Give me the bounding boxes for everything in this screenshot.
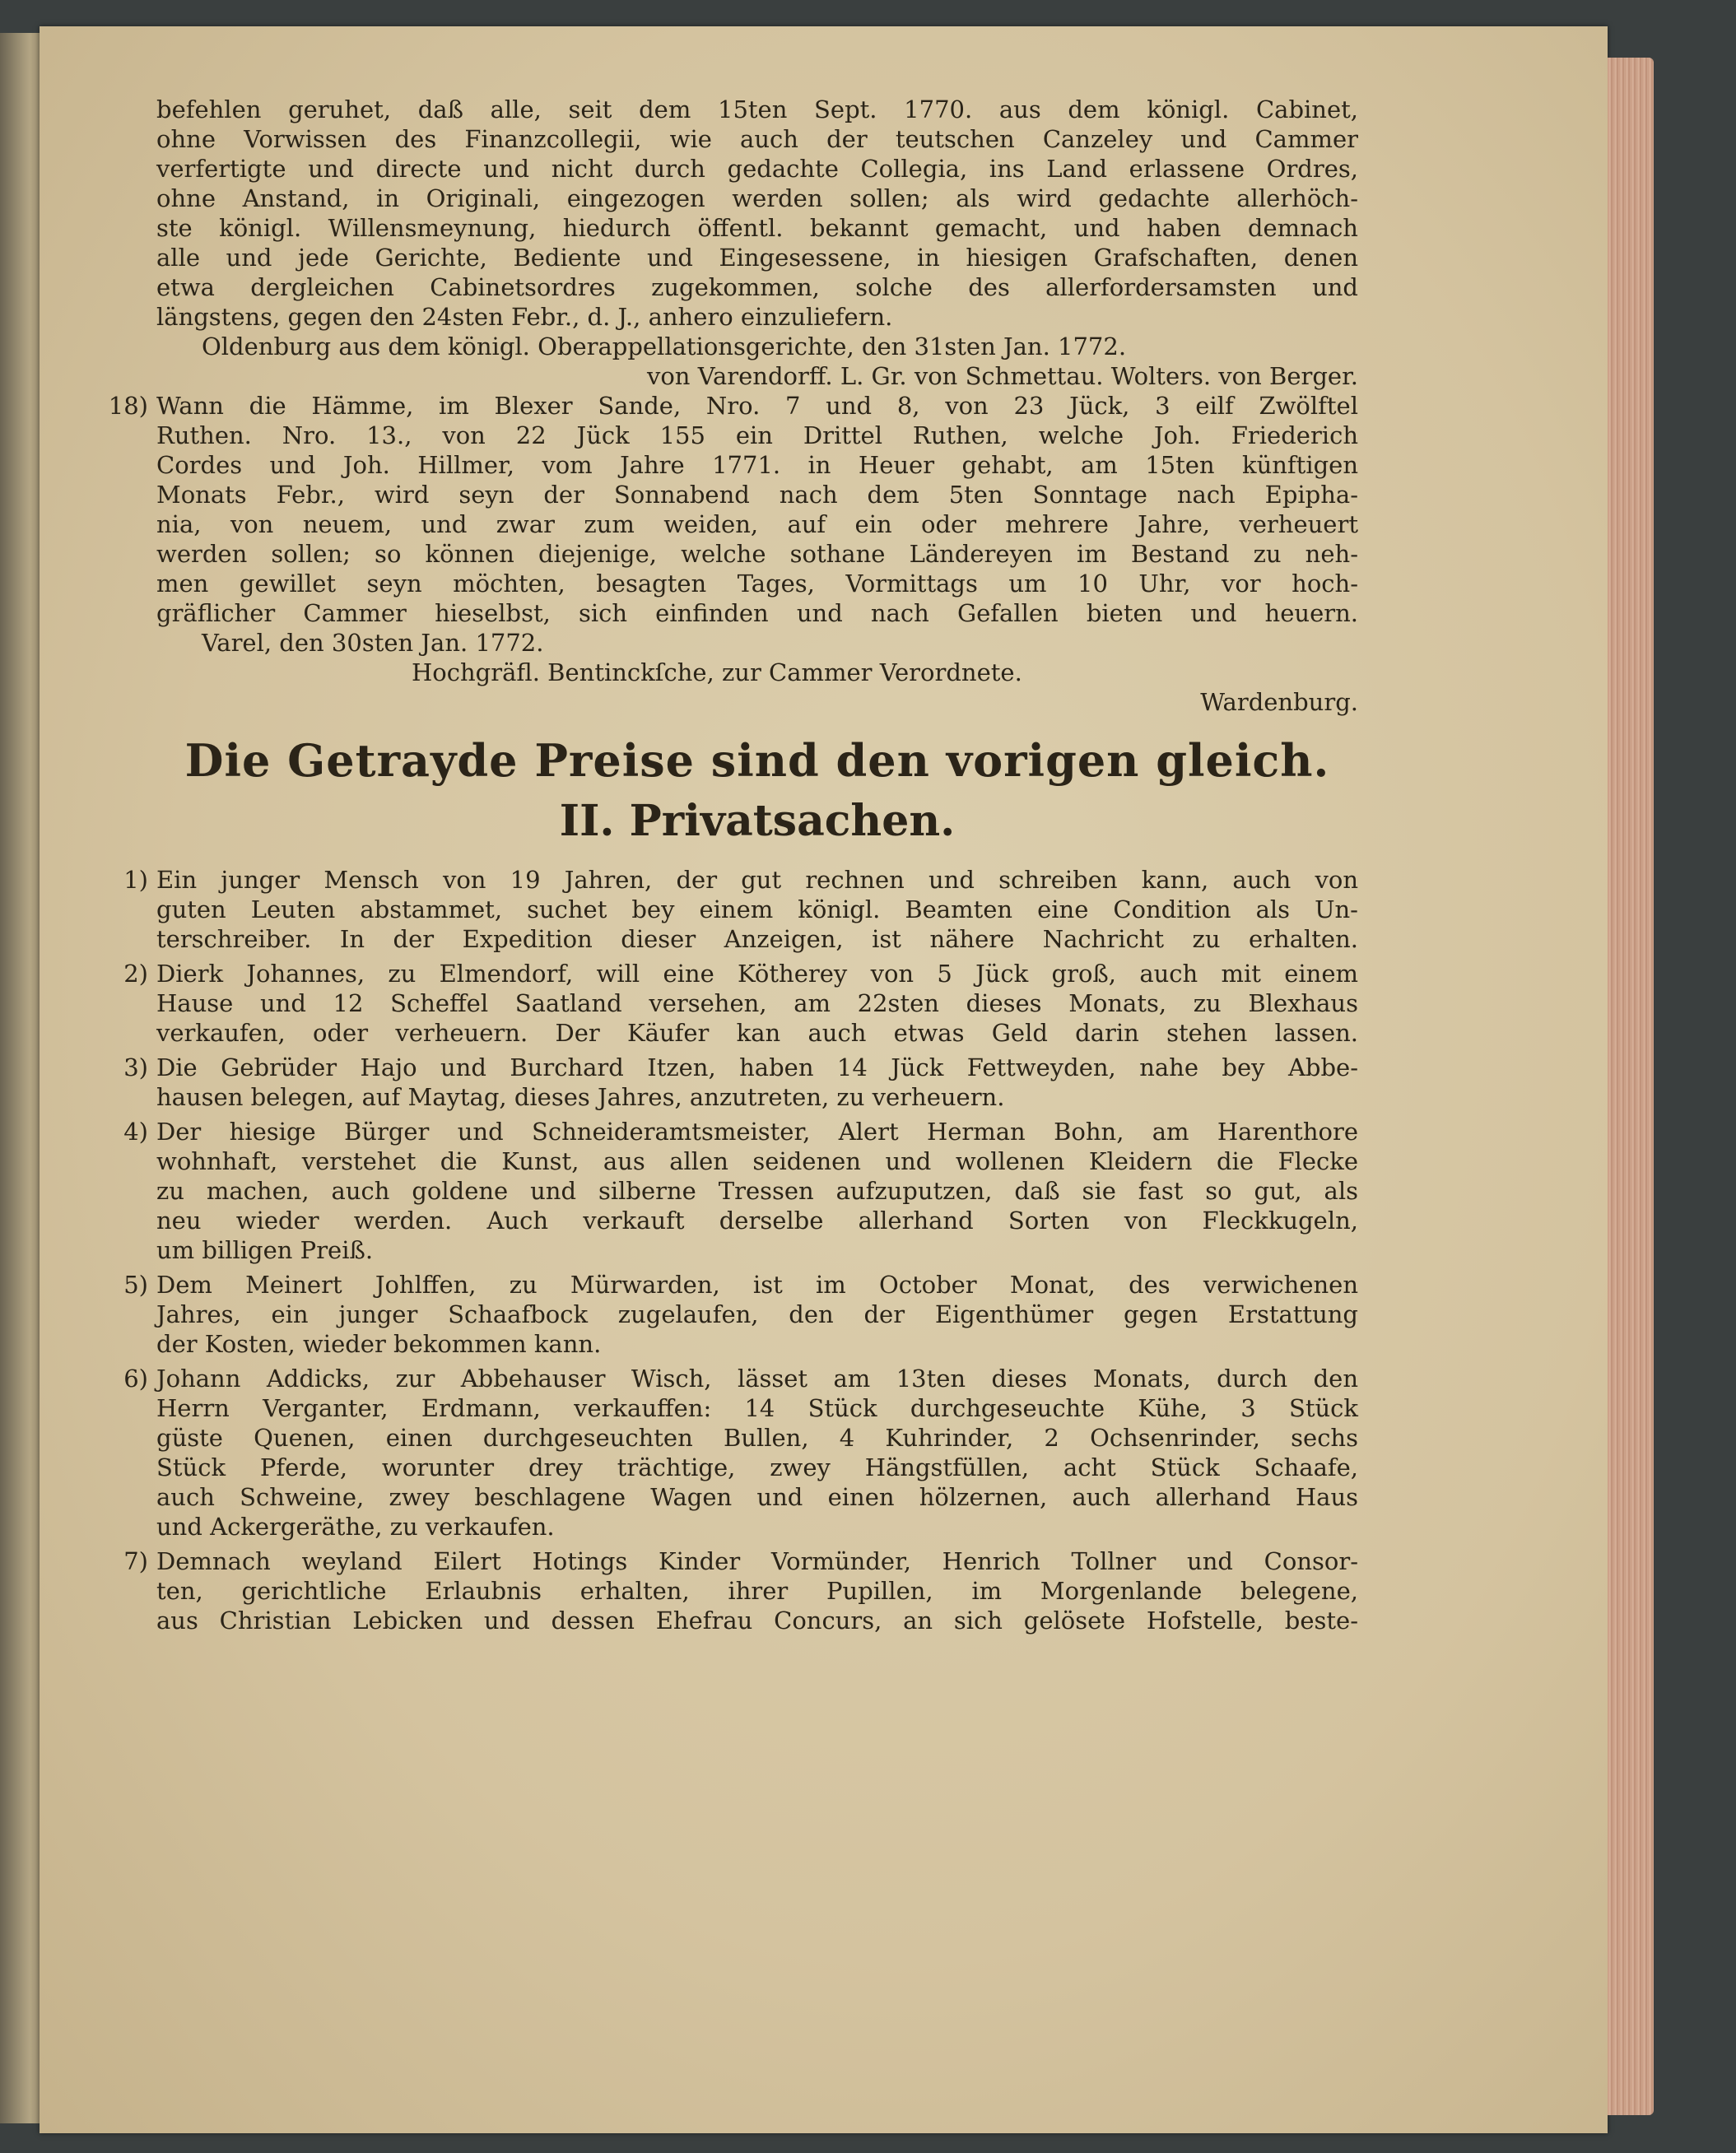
text-line: Ruthen. Nro. 13., von 22 Jück 155 ein Drittel Ruthen, welche Joh. Friederich: [156, 421, 1358, 449]
section-title: II. Privatsachen.: [559, 796, 956, 846]
item-number: 5): [123, 1271, 148, 1299]
text-line: Die Gebrüder Hajo und Burchard Itzen, haben 14 Jück Fettweyden, nahe bey Abbe-: [156, 1053, 1358, 1081]
text-line: gräflicher Cammer hieselbst, sich einfinden und nach Gefallen bieten und heuern.: [156, 599, 1358, 627]
text-line: Johann Addicks, zur Abbehauser Wisch, lässet am 13ten dieses Monats, durch den: [156, 1365, 1358, 1393]
text-line: und Ackergeräthe, zu verkaufen.: [156, 1513, 555, 1541]
text-line: auch Schweine, zwey beschlagene Wagen und einen hölzernen, auch allerhand Haus: [156, 1483, 1358, 1511]
list-item: [123, 1117, 1358, 1265]
text-line: Ein junger Mensch von 19 Jahren, der gut rechnen und schreiben kann, auch von: [156, 866, 1358, 894]
text-line: befehlen geruhet, daß alle, seit dem 15ten Sept. 1770. aus dem königl. Cabinet,: [156, 95, 1358, 123]
item-number: 2): [123, 960, 148, 988]
notice-18: [108, 391, 1358, 717]
text-line: nia, von neuem, und zwar zum weiden, auf ein oder mehrere Jahre, verheuert: [156, 510, 1358, 538]
text-line: ste königl. Willensmeynung, hiedurch öffentl. bekannt gemacht, und haben demnach: [156, 214, 1358, 242]
text-line: Wann die Hämme, im Blexer Sande, Nro. 7 und 8, von 23 Jück, 3 eilf Zwölftel: [156, 392, 1358, 420]
text-line: um billigen Preiß.: [156, 1236, 374, 1264]
text-line: Cordes und Joh. Hillmer, vom Jahre 1771. in Heuer gehabt, am 15ten künftigen: [156, 451, 1358, 479]
text-line: Stück Pferde, worunter drey trächtige, zwey Hängstfüllen, acht Stück Schaafe,: [156, 1453, 1358, 1481]
text-line: neu wieder werden. Auch verkauft derselbe allerhand Sorten von Fleckkugeln,: [156, 1207, 1358, 1235]
item-number: 3): [123, 1053, 148, 1081]
official-notice: [156, 95, 1358, 391]
text-line: zu machen, auch goldene und silberne Tressen aufzuputzen, daß sie fast so gut, als: [156, 1177, 1358, 1205]
text-line: Hause und 12 Scheffel Saatland versehen, am 22sten dieses Monats, zu Blexhaus: [156, 989, 1358, 1017]
text-line: wohnhaft, verstehet die Kunst, aus allen seidenen und wollenen Kleidern die Flecke: [156, 1147, 1358, 1175]
text-line: Dierk Johannes, zu Elmendorf, will eine Kötherey von 5 Jück groß, auch mit einem: [156, 960, 1358, 988]
text-line: güste Quenen, einen durchgeseuchten Bullen, 4 Kuhrinder, 2 Ochsenrinder, sechs: [156, 1424, 1358, 1452]
text-line: Monats Febr., wird seyn der Sonnabend nach dem 5ten Sonntage nach Epipha-: [156, 481, 1358, 509]
item-number: 1): [123, 866, 148, 894]
text-line: etwa dergleichen Cabinetsordres zugekommen, solche des allerfordersamsten und: [156, 273, 1358, 301]
text-line: terschreiber. In der Expedition dieser Anzeigen, ist nähere Nachricht zu erhalten.: [156, 925, 1358, 953]
list-item: [123, 1546, 1358, 1635]
text-line: ten, gerichtliche Erlaubnis erhalten, ihrer Pupillen, im Morgenlande belegene,: [156, 1577, 1358, 1605]
text-line: der Kosten, wieder bekommen kann.: [156, 1330, 602, 1358]
item-number: 18): [108, 392, 148, 420]
authority: Hochgräfl. Bentinckſche, zur Cammer Verordnete.: [412, 658, 1022, 686]
list-item: [123, 1270, 1358, 1359]
item-number: 4): [123, 1118, 148, 1146]
grain-price-headline: Die Getrayde Preise sind den vorigen gleich.: [184, 734, 1330, 787]
place-date: Oldenburg aus dem königl. Oberappellationsgerichte, den 31sten Jan. 1772.: [202, 332, 1127, 360]
list-item: [123, 959, 1358, 1048]
text-line: verfertigte und directe und nicht durch gedachte Collegia, ins Land erlassene Ordres,: [156, 155, 1358, 183]
text-line: alle und jede Gerichte, Bediente und Eingesessene, in hiesigen Grafschaften, denen: [156, 244, 1358, 272]
item-number: 7): [123, 1547, 148, 1575]
text-line: men gewillet seyn möchten, besagten Tages, Vormittags um 10 Uhr, vor hoch-: [156, 570, 1358, 598]
page-text: [108, 95, 1358, 1640]
signatories: von Varendorff. L. Gr. von Schmettau. Wolters. von Berger.: [646, 362, 1358, 390]
text-line: verkaufen, oder verheuern. Der Käufer kan auch etwas Geld darin stehen lassen.: [156, 1019, 1358, 1047]
text-line: Demnach weyland Eilert Hotings Kinder Vormünder, Henrich Tollner und Consor-: [156, 1547, 1358, 1575]
text-line: Herrn Verganter, Erdmann, verkauffen: 14 Stück durchgeseuchte Kühe, 3 Stück: [156, 1394, 1358, 1422]
text-line: Der hiesige Bürger und Schneideramtsmeister, Alert Herman Bohn, am Harenthore: [156, 1118, 1358, 1146]
list-item: [123, 865, 1358, 954]
text-line: Jahres, ein junger Schaafbock zugelaufen, den der Eigenthümer gegen Erstattung: [156, 1300, 1358, 1328]
text-line: guten Leuten abstammet, suchet bey einem königl. Beamten eine Condition als Un-: [156, 895, 1358, 923]
text-line: Dem Meinert Johlffen, zu Mürwarden, ist im October Monat, des verwichenen: [156, 1271, 1358, 1299]
text-line: längstens, gegen den 24sten Febr., d. J., anhero einzuliefern.: [156, 303, 893, 331]
list-item: [123, 1053, 1358, 1112]
text-line: hausen belegen, auf Maytag, dieses Jahres, anzutreten, zu verheuern.: [156, 1083, 1005, 1111]
text-line: werden sollen; so können diejenige, welche sothane Ländereyen im Bestand zu neh-: [156, 540, 1358, 568]
item-number: 6): [123, 1365, 148, 1393]
place-date: Varel, den 30sten Jan. 1772.: [202, 629, 544, 657]
signature: Wardenburg.: [1200, 688, 1358, 716]
text-line: ohne Anstand, in Originali, eingezogen werden sollen; als wird gedachte allerhöch-: [156, 184, 1358, 212]
text-line: aus Christian Lebicken und dessen Ehefrau Concurs, an sich gelösete Hofstelle, beste-: [156, 1607, 1358, 1635]
page-stack-edge: [1608, 58, 1654, 2115]
text-line: ohne Vorwissen des Finanzcollegii, wie auch der teutschen Canzeley und Cammer: [156, 125, 1358, 153]
list-item: [123, 1364, 1358, 1542]
